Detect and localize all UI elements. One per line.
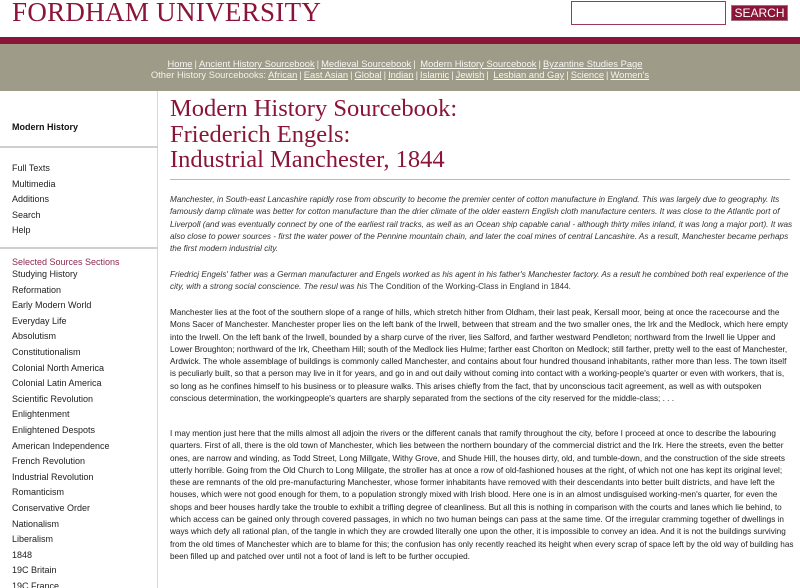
- sidebar-section-label: Selected Sources Sections: [12, 257, 120, 267]
- nav-separator: |: [413, 58, 419, 69]
- nav-separator: |: [415, 69, 419, 80]
- nav-separator: |: [350, 69, 353, 80]
- sidebar-section-item[interactable]: Absolutism: [12, 331, 57, 342]
- sidebar-section-item[interactable]: Nationalism: [12, 518, 60, 529]
- sidebar-item-search[interactable]: Search: [12, 209, 41, 220]
- title-divider: [170, 179, 790, 180]
- nav-separator: |: [299, 69, 302, 80]
- sidebar-section-item[interactable]: Liberalism: [12, 534, 54, 545]
- nav-link-home[interactable]: Home: [167, 58, 193, 69]
- sidebar-section-item[interactable]: American Independence: [12, 440, 110, 451]
- nav-link-african[interactable]: African: [268, 69, 298, 80]
- intro-text: Friedricj Engels' father was a German manufacturer and Engels worked as his agent in his father's Manchester factory. As a result he combined both real experience of the city, with a strong social conscience. The resul was his: [170, 270, 789, 292]
- nav-separator: |: [194, 58, 197, 69]
- sidebar-section-item[interactable]: 19C Britain: [12, 565, 57, 576]
- sidebar-section-item[interactable]: Scientific Revolution: [12, 393, 94, 404]
- intro-paragraph: Manchester, in South-east Lancashire rapidly rose from obscurity to become the premier center of cotton manufacture in England. This was largely due to geography. Its famously damp climate was better for cotton manufacture than the drier climate of the older eastern English cloth manufacture centers. It was close to the Atlantic port of Liverpoll (and was eventually connect by one of the earliest rail tracks, as well as an Ocean ship capable canal - although thirty miles inland, it was long a major port). It was also close to power sources - first the water power of the Pennine mountain chain, and later the coal mines of central Lancashire. As a result, Manchester became perhaps the first modern industrial city.: [170, 195, 793, 254]
- nav-link-modern[interactable]: Modern History Sourcebook: [420, 58, 537, 69]
- intro-paragraph: [170, 269, 794, 294]
- nav-link-indian[interactable]: Indian: [388, 69, 414, 80]
- nav-link-medieval[interactable]: Medieval Sourcebook: [321, 58, 412, 69]
- sidebar-item-full-texts[interactable]: Full Texts: [12, 163, 50, 173]
- sidebar: [0, 91, 158, 588]
- sidebar-section-item[interactable]: Industrial Revolution: [12, 471, 94, 482]
- brand-divider-bar: [0, 37, 800, 44]
- sidebar-section-item[interactable]: Reformation: [12, 284, 62, 295]
- body-paragraph: I may mention just here that the mills almost all adjoin the rivers or the different canals that ramify throughout the city, before I proceed at once to describe the labouring quarters. First of all, there is the old town of Manchester, which lies between the northern boundary of the commercial district and the Irk. Here the streets, even the better ones, are narrow and winding, as Todd Street, Long Millgate, Withy Grove, and Shude Hill, the houses dirty, old, and tumble-down, and the construction of the side streets utterly horrible. Going from the Old Church to Long Millgate, the stroller has at once a row of old-fashioned houses at the right, of which not one has kept its original level; these are remnants of the old pre-manufacturing Manchester, whose former inhabitants have removed with their descendants into better built districts, and have left the houses, which were not good enough for them, to a population strongly mixed with Irish blood. Here one is in an almost undisguised working-men's quarter, for even the shops and beer houses hardly take the trouble to exhibit a trifling degree of cleanliness. But all this is nothing in comparison with the courts and lanes which lie behind, to which access can be gained only through covered passages, in which no two human beings can pass at the same time. Of the irregular cramming together of dwellings in ways which defy all rational plan, of the tangle in which they are crowded literally one upon the other, it is impossible to convey an idea. And it is not the buildings surviving from the old times of Manchester which are to blame for this; the confusion has only recently reached its height when every scrap of space left by the old way of building has been filled up and patched over until not a foot of land is left to be further occupied.: [170, 429, 794, 561]
- sidebar-section-item[interactable]: Studying History: [12, 269, 78, 279]
- nav-link-science[interactable]: Science: [570, 69, 605, 80]
- nav-link-global[interactable]: Global: [354, 69, 382, 80]
- sidebar-section-list: [12, 269, 110, 588]
- nav-separator: |: [316, 58, 320, 69]
- sidebar-section-item[interactable]: 1848: [12, 549, 33, 560]
- search-input[interactable]: [571, 1, 726, 25]
- sidebar-section-item[interactable]: Early Modern World: [12, 300, 92, 311]
- nav-link-byzantine[interactable]: Byzantine Studies Page: [542, 58, 643, 69]
- sidebar-section-item[interactable]: Constitutionalism: [12, 346, 81, 357]
- book-title: The Condition of the Working-Class in England in 1844.: [367, 282, 571, 292]
- nav-row-main: [0, 58, 800, 69]
- sidebar-section-item[interactable]: 19C France: [12, 580, 60, 588]
- sidebar-section-item[interactable]: Colonial Latin America: [12, 378, 102, 389]
- sourcebook-nav: [0, 44, 800, 91]
- sidebar-item-additions[interactable]: Additions: [12, 194, 50, 205]
- nav-separator: |: [383, 69, 387, 80]
- sidebar-section-item[interactable]: French Revolution: [12, 456, 86, 467]
- nav-link-east-asian[interactable]: East Asian: [303, 69, 349, 80]
- nav-separator: |: [486, 69, 492, 80]
- sidebar-section-item[interactable]: Everyday Life: [12, 315, 67, 326]
- nav-separator: |: [566, 69, 569, 80]
- sidebar-divider: [0, 146, 158, 148]
- site-header: [0, 0, 800, 37]
- sidebar-section-item[interactable]: Conservative Order: [12, 502, 91, 513]
- sidebar-links: [12, 163, 56, 241]
- nav-link-islamic[interactable]: Islamic: [420, 69, 450, 80]
- sidebar-item-multimedia[interactable]: Multimedia: [12, 178, 56, 189]
- nav-separator: |: [451, 69, 454, 80]
- nav-row-other: [0, 69, 800, 80]
- search-button[interactable]: SEARCH: [731, 5, 788, 21]
- sidebar-section-item[interactable]: Romanticism: [12, 487, 65, 498]
- page-title-line: Friederich Engels:: [170, 120, 351, 148]
- page-title-line: Industrial Manchester, 1844: [170, 146, 445, 173]
- sidebar-section-item[interactable]: Enlightenment: [12, 409, 70, 420]
- nav-link-lesbian-gay[interactable]: Lesbian and Gay: [493, 69, 565, 80]
- nav-other-label: Other History Sourcebooks:: [150, 69, 267, 80]
- page-title-line: Modern History Sourcebook:: [170, 95, 458, 122]
- main-content: [159, 91, 800, 588]
- nav-link-ancient[interactable]: Ancient History Sourcebook: [198, 58, 315, 69]
- sidebar-title[interactable]: Modern History: [12, 122, 79, 132]
- sidebar-section-item[interactable]: Colonial North America: [12, 362, 105, 373]
- nav-link-womens[interactable]: Women's: [610, 69, 650, 80]
- body-paragraph: Manchester lies at the foot of the southern slope of a range of hills, which stretch hither from Oldham, their last peak, Kersall moor, being at once the racecourse and the Mons Sacer of Manchester. Manchester proper lies on the left bank of the Irwell, between that stream and the two smaller ones, the Irk and the Medlock, which here empty into the Irwell. On the left bank of the Irwell, bounded by a sharp curve of the river, lies Salford, and farther westward Pendleton; northward from the Irwell lie Upper and Lower Broughton; northward of the Irk, Cheetham Hill; south of the Medlock lies Hulme; farther east Chorlton on Medlock; still farther, pretty well to the east of Manchester, Ardwick. The whole assemblage of buildings is commonly called Manchester, and contains about four hundred thousand inhabitants, rather more than less. The town itself is peculiarly built, so that a person may live in it for years, and go in and out daily without coming into contact with a working-people's quarter or even with workers, that is, so long as he confines himself to his business or to pleasure walks. This arises chiefly from the fact, that by unconscious tacit agreement, as well as with outspoken conscious determination, the workingpeople's quarters are sharply separated from the sections of the city reserved for the middle-class; . . .: [170, 308, 789, 404]
- nav-separator: |: [606, 69, 609, 80]
- page-title: [170, 96, 457, 173]
- nav-separator: |: [538, 58, 541, 69]
- fordham-logo[interactable]: FORDHAM UNIVERSITY: [12, 0, 322, 27]
- sidebar-section-item[interactable]: Enlightened Despots: [12, 424, 96, 435]
- sidebar-divider: [0, 247, 158, 249]
- nav-link-jewish[interactable]: Jewish: [455, 69, 485, 80]
- sidebar-item-help[interactable]: Help: [12, 225, 31, 236]
